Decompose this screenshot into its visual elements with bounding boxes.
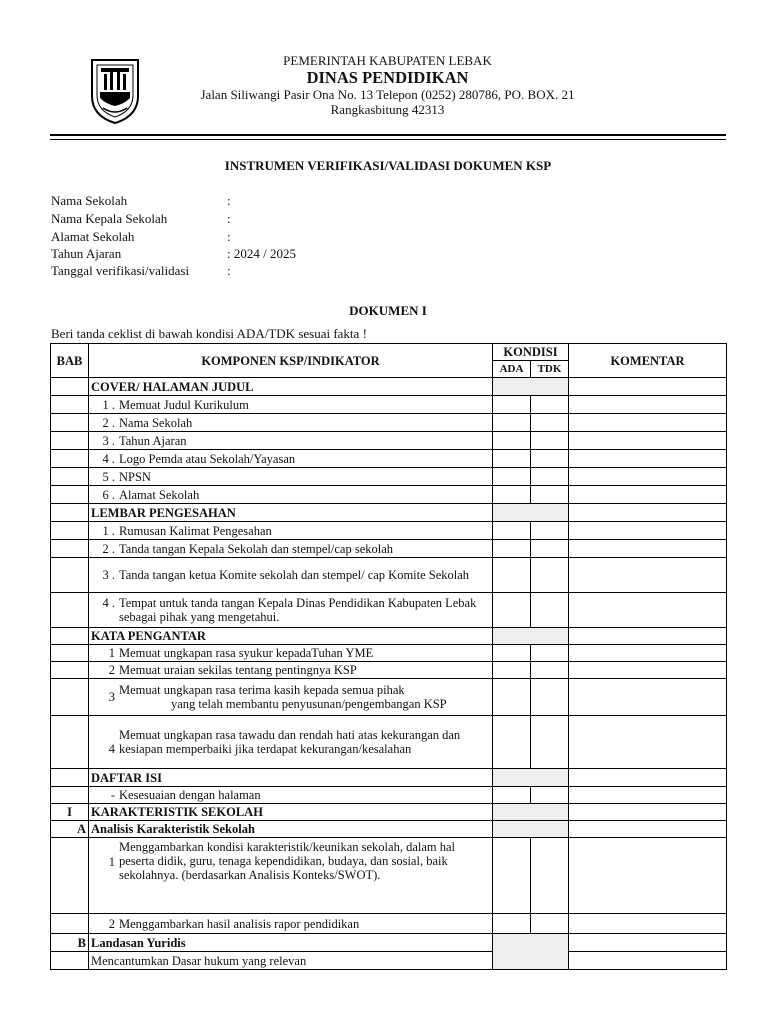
section-row	[51, 769, 727, 787]
tdk-cell[interactable]	[531, 716, 569, 769]
ada-cell[interactable]	[493, 716, 531, 769]
ada-cell[interactable]	[493, 593, 531, 628]
ada-cell[interactable]	[493, 662, 531, 679]
comment-cell[interactable]	[569, 645, 727, 662]
ada-cell[interactable]	[493, 396, 531, 414]
subsection-row	[51, 821, 727, 838]
ada-cell[interactable]	[493, 414, 531, 432]
table-row: 6 . Alamat Sekolah	[51, 486, 727, 504]
comment-cell[interactable]	[569, 716, 727, 769]
document-title: DOKUMEN I	[349, 303, 427, 318]
section-title: LEMBAR PENGESAHAN	[89, 504, 493, 522]
comment-cell[interactable]	[569, 414, 727, 432]
header-kondisi: KONDISI	[493, 344, 569, 361]
table-row: 2 . Nama Sekolah	[51, 414, 727, 432]
comment-cell[interactable]	[569, 468, 727, 486]
subsection-code: A	[51, 821, 89, 838]
comment-cell[interactable]	[569, 450, 727, 468]
bab-number: I	[51, 804, 89, 821]
table-row: 2 Menggambarkan hasil analisis rapor pendidikan	[51, 914, 727, 934]
table-row: 2 . Tanda tangan Kepala Sekolah dan stempel/cap sekolah	[51, 540, 727, 558]
ada-cell[interactable]	[493, 522, 531, 540]
subsection-title: Analisis Karakteristik Sekolah	[89, 821, 493, 838]
table-row: 1 Menggambarkan kondisi karakteristik/keunikan sekolah, dalam hal peserta didik, guru, tenaga kependidikan, budaya, dan sosial, baik sekolahnya. (berdasarkan Analisis Konteks/SWOT).	[51, 838, 727, 914]
ada-cell[interactable]	[493, 486, 531, 504]
table-row: - Kesesuaian dengan halaman	[51, 787, 727, 804]
tdk-cell[interactable]	[531, 838, 569, 914]
ada-cell[interactable]	[493, 432, 531, 450]
tdk-cell[interactable]	[531, 662, 569, 679]
table-row: 4 . Tempat untuk tanda tangan Kepala Dinas Pendidikan Kabupaten Lebak sebagai pihak yang mengetahui.	[51, 593, 727, 628]
section-title: COVER/ HALAMAN JUDUL	[89, 378, 493, 396]
section-title: KARAKTERISTIK SEKOLAH	[89, 804, 493, 821]
section-title: DAFTAR ISI	[89, 769, 493, 787]
subsection-code: B	[51, 934, 89, 952]
ada-cell[interactable]	[493, 450, 531, 468]
section-row	[51, 378, 727, 396]
table-row: 1 Memuat ungkapan rasa syukur kepadaTuhan YME	[51, 645, 727, 662]
section-title: KATA PENGANTAR	[89, 628, 493, 645]
lebak-regency-crest-icon	[88, 56, 142, 126]
ada-cell[interactable]	[493, 838, 531, 914]
header-address: Jalan Siliwangi Pasir Ona No. 13 Telepon (0252) 280786, PO. BOX. 21	[200, 87, 575, 102]
ada-cell[interactable]	[493, 679, 531, 716]
header-rule-thick	[50, 134, 726, 136]
page-title: INSTRUMEN VERIFIKASI/VALIDASI DOKUMEN KSP	[224, 158, 552, 173]
ada-cell[interactable]	[493, 645, 531, 662]
table-row: 2 Memuat uraian sekilas tentang pentingnya KSP	[51, 662, 727, 679]
comment-cell[interactable]	[569, 540, 727, 558]
tdk-cell[interactable]	[531, 540, 569, 558]
ada-cell[interactable]	[493, 540, 531, 558]
table-row: 3 Memuat ungkapan rasa terima kasih kepada semua pihak yang telah membantu penyusunan/pengembangan KSP	[51, 679, 727, 716]
comment-cell[interactable]	[569, 558, 727, 593]
tdk-cell[interactable]	[531, 787, 569, 804]
header-ada: ADA	[493, 361, 531, 378]
ada-cell[interactable]	[493, 558, 531, 593]
table-row: 1 . Memuat Judul Kurikulum	[51, 396, 727, 414]
table-row: 1 . Rumusan Kalimat Pengesahan	[51, 522, 727, 540]
table-row: 4 Memuat ungkapan rasa tawadu dan rendah hati atas kekurangan dan kesiapan memperbaiki jika terdapat kekurangan/kesalahan	[51, 716, 727, 769]
header-city: Rangkasbitung 42313	[330, 102, 445, 117]
comment-cell[interactable]	[569, 486, 727, 504]
table-row: 4 . Logo Pemda atau Sekolah/Yayasan	[51, 450, 727, 468]
subsection-row	[51, 934, 727, 952]
header-tdk: TDK	[531, 361, 569, 378]
tdk-cell[interactable]	[531, 914, 569, 934]
comment-cell[interactable]	[569, 662, 727, 679]
header-agency: DINAS PENDIDIKAN	[306, 68, 469, 87]
comment-cell[interactable]	[569, 787, 727, 804]
indicator-text: Mencantumkan Dasar hukum yang relevan	[89, 952, 493, 970]
checklist-table	[50, 343, 727, 970]
tdk-cell[interactable]	[531, 450, 569, 468]
comment-cell[interactable]	[569, 838, 727, 914]
header-bab: BAB	[51, 344, 89, 378]
tdk-cell[interactable]	[531, 468, 569, 486]
section-row	[51, 504, 727, 522]
ada-cell[interactable]	[493, 914, 531, 934]
table-row: 5 . NPSN	[51, 468, 727, 486]
tdk-cell[interactable]	[531, 558, 569, 593]
tdk-cell[interactable]	[531, 679, 569, 716]
tdk-cell[interactable]	[531, 396, 569, 414]
tdk-cell[interactable]	[531, 414, 569, 432]
comment-cell[interactable]	[569, 593, 727, 628]
header-komponen: KOMPONEN KSP/INDIKATOR	[89, 344, 493, 378]
comment-cell[interactable]	[569, 396, 727, 414]
comment-cell[interactable]	[569, 522, 727, 540]
table-row	[51, 952, 727, 970]
ada-cell[interactable]	[493, 468, 531, 486]
tdk-cell[interactable]	[531, 593, 569, 628]
table-row: 3 . Tanda tangan ketua Komite sekolah dan stempel/ cap Komite Sekolah	[51, 558, 727, 593]
header-rule-thin	[50, 139, 726, 140]
section-row	[51, 804, 727, 821]
tdk-cell[interactable]	[531, 486, 569, 504]
comment-cell[interactable]	[569, 914, 727, 934]
header-government: PEMERINTAH KABUPATEN LEBAK	[283, 53, 492, 68]
section-row	[51, 628, 727, 645]
comment-cell[interactable]	[569, 952, 727, 970]
tdk-cell[interactable]	[531, 645, 569, 662]
instruction-text: Beri tanda ceklist di bawah kondisi ADA/TDK sesuai fakta !	[51, 326, 367, 341]
table-row: 3 . Tahun Ajaran	[51, 432, 727, 450]
ada-cell[interactable]	[493, 787, 531, 804]
tdk-cell[interactable]	[531, 522, 569, 540]
header-komentar: KOMENTAR	[569, 344, 727, 378]
comment-cell[interactable]	[569, 679, 727, 716]
tdk-cell[interactable]	[531, 432, 569, 450]
subsection-title: Landasan Yuridis	[89, 934, 493, 952]
comment-cell[interactable]	[569, 432, 727, 450]
